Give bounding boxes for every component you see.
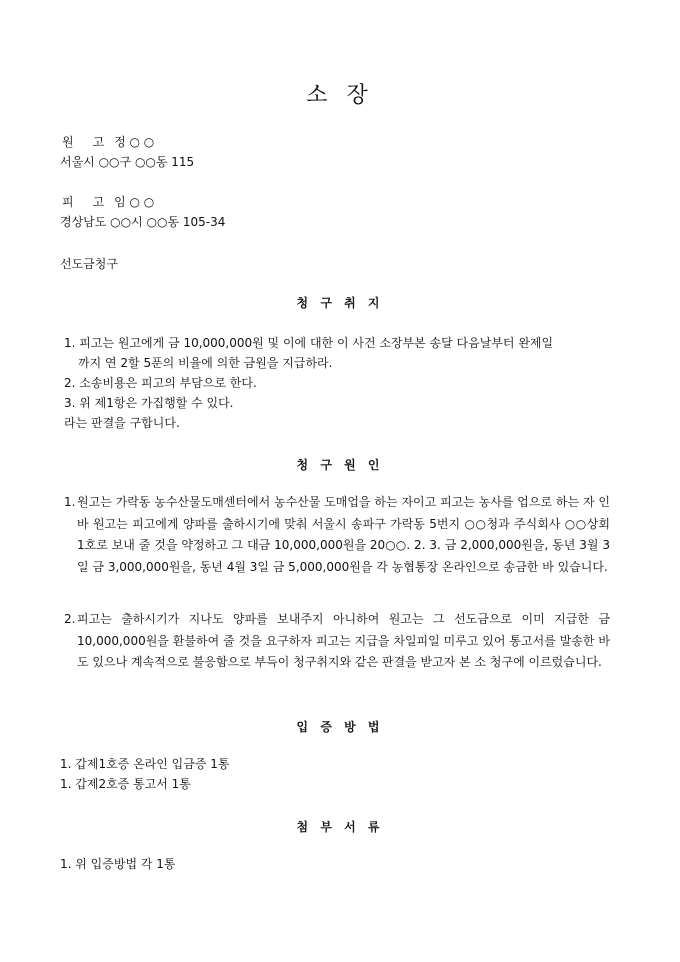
evidence-heading: 입 증 방 법 <box>296 720 384 734</box>
cause-paragraph-2 <box>64 609 610 674</box>
document-title: 소 장 <box>306 83 374 108</box>
defendant-line <box>62 194 154 210</box>
cause-paragraph-1 <box>64 492 610 578</box>
claim-item-1: 1. 피고는 원고에게 금 10,000,000원 및 이에 대한 이 사건 소장부본 송달 다음날부터 완제일 <box>64 336 554 350</box>
cause-paragraph-1-number: 1. <box>64 495 76 509</box>
plaintiff-name: 정 ○ ○ <box>114 135 155 149</box>
cause-paragraph-2-text: 피고는 출하시기가 지나도 양파를 보내주지 아니하여 원고는 그 선도금으로 이미 지급한 금 10,000,000원을 환불하여 줄 것을 요구하자 피고는 지급을 차일피일 미루고 있어 통고서를 발송한 바도 있으나 계속적으로 불응함으로 부득이 청구취지와 같은 판결을 받고자 본 소 청구에 이르렀습니다. <box>77 612 610 669</box>
defendant-name: 임 ○ ○ <box>114 195 155 209</box>
defendant-address: 경상남도 ○○시 ○○동 105-34 <box>60 215 226 229</box>
claims-closing: 라는 판결을 구합니다. <box>64 416 180 430</box>
defendant-label: 피 고 <box>62 195 105 209</box>
claim-item-1-cont: 까지 연 2할 5푼의 비율에 의한 금원을 지급하라. <box>78 356 333 370</box>
attachments-heading: 첨 부 서 류 <box>296 820 384 834</box>
claims-heading: 청 구 취 지 <box>296 296 384 310</box>
plaintiff-line <box>62 134 154 150</box>
claim-item-3: 3. 위 제1항은 가집행할 수 있다. <box>64 396 234 410</box>
case-name: 선도금청구 <box>60 257 118 271</box>
cause-paragraph-2-number: 2. <box>64 612 76 626</box>
claim-item-2: 2. 소송비용은 피고의 부담으로 한다. <box>64 376 257 390</box>
attachment-item-1: 1. 위 입증방법 각 1통 <box>60 857 176 871</box>
evidence-item-2: 1. 갑제2호증 통고서 1통 <box>60 777 191 791</box>
plaintiff-label: 원 고 <box>62 135 105 149</box>
cause-paragraph-1-text: 원고는 가락동 농수산물도매센터에서 농수산물 도매업을 하는 자이고 피고는 농사를 업으로 하는 자 인바 원고는 피고에게 양파를 출하시기에 맞춰 서울시 송파구 가락동 5번지 ○○청과 주식회사 ○○상회 1호로 보내 줄 것을 약정하고 그 대금 10,000,000원을 20○○. 2. 3. 금 2,000,000원을, 동년 3월 3일 금 3,000,000원을, 동년 4월 3일 금 5,000,000원을 각 농협통장 온라인으로 송금한 바 있습니다. <box>77 495 610 574</box>
evidence-item-1: 1. 갑제1호증 온라인 입금증 1통 <box>60 757 230 771</box>
causes-heading: 청 구 원 인 <box>296 458 384 472</box>
plaintiff-address: 서울시 ○○구 ○○동 115 <box>60 155 195 169</box>
